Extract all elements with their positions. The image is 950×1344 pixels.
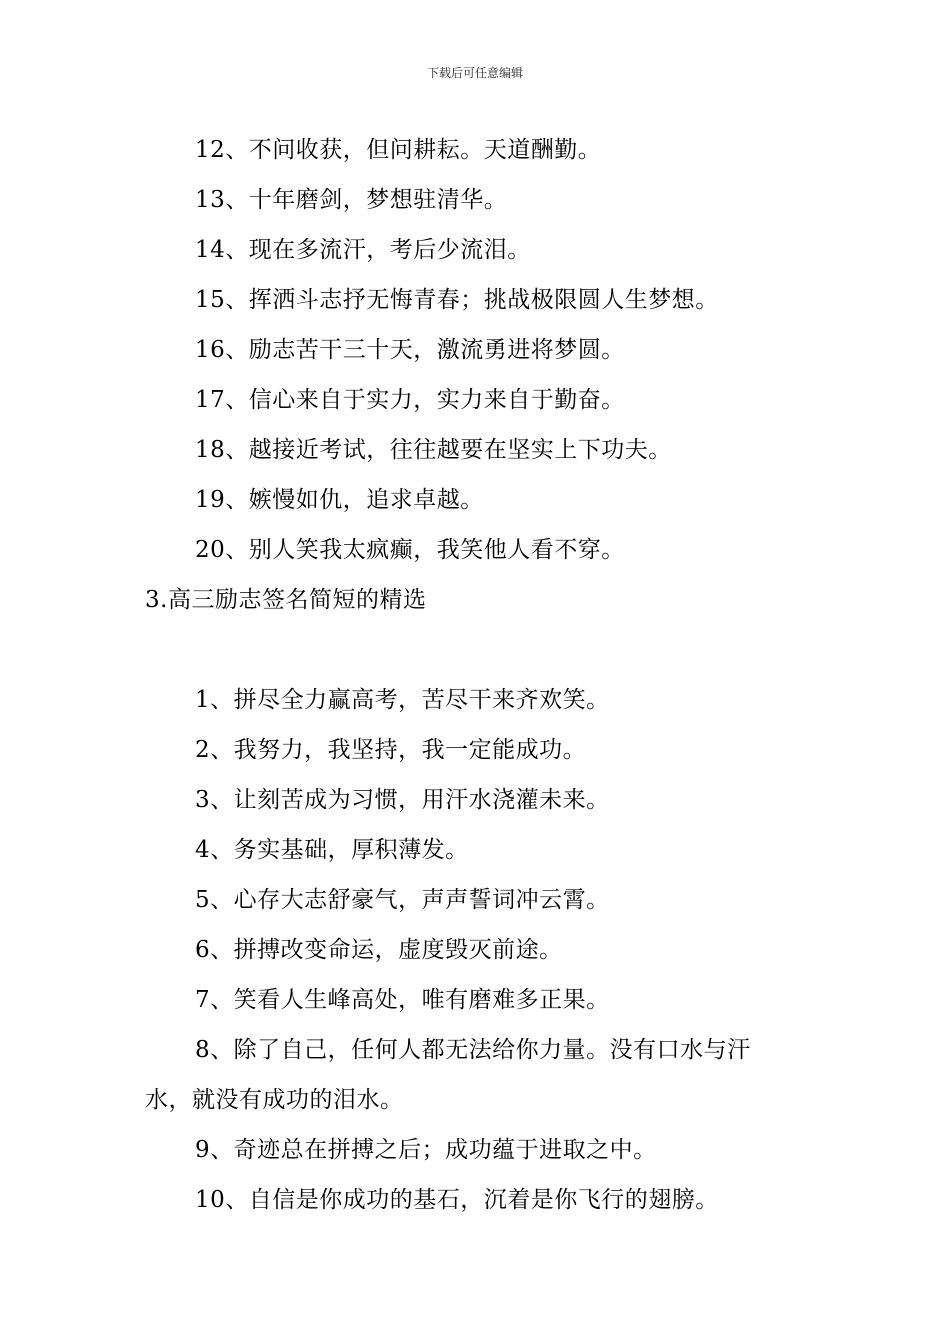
list-item: 2、我努力，我坚持，我一定能成功。 [195,737,587,763]
list-item: 9、奇迹总在拼搏之后；成功蕴于进取之中。 [195,1137,657,1163]
list-item: 7、笑看人生峰高处，唯有磨难多正果。 [195,987,610,1013]
blank-line [0,625,950,675]
list-item: 20、别人笑我太疯癫，我笑他人看不穿。 [195,537,625,563]
page-header: 下载后可任意编辑 [426,66,523,80]
list-item: 19、嫉慢如仇，追求卓越。 [195,487,484,513]
section-heading: 3.高三励志签名简短的精选 [145,587,427,613]
list-item: 18、越接近考试，往往越要在坚实上下功夫。 [195,437,672,463]
list-item: 1、拼尽全力赢高考，苦尽干来齐欢笑。 [195,687,610,713]
list-item: 4、务实基础，厚积薄发。 [195,837,469,863]
list-item: 5、心存大志舒豪气，声声誓词冲云霄。 [195,887,610,913]
list-item: 17、信心来自于实力，实力来自于勤奋。 [195,387,625,413]
list-item: 12、不问收获，但问耕耘。天道酬勤。 [195,137,602,163]
list-item: 15、挥洒斗志抒无悔青春；挑战极限圆人生梦想。 [195,287,719,313]
document-body [0,125,950,1225]
list-item-first-line: 8、除了自己，任何人都无法给你力量。没有口水与汗 [195,1037,751,1063]
list-item: 16、励志苦干三十天，激流勇进将梦圆。 [195,337,625,363]
list-item: 13、十年磨剑，梦想驻清华。 [195,187,508,213]
list-item: 6、拼搏改变命运，虚度毁灭前途。 [195,937,563,963]
list-item: 14、现在多流汗，考后少流泪。 [195,237,531,263]
list-item: 3、让刻苦成为习惯，用汗水浇灌未来。 [195,787,610,813]
list-item-continuation: 水，就没有成功的泪水。 [145,1087,404,1113]
list-item: 10、自信是你成功的基石，沉着是你飞行的翅膀。 [195,1187,719,1213]
